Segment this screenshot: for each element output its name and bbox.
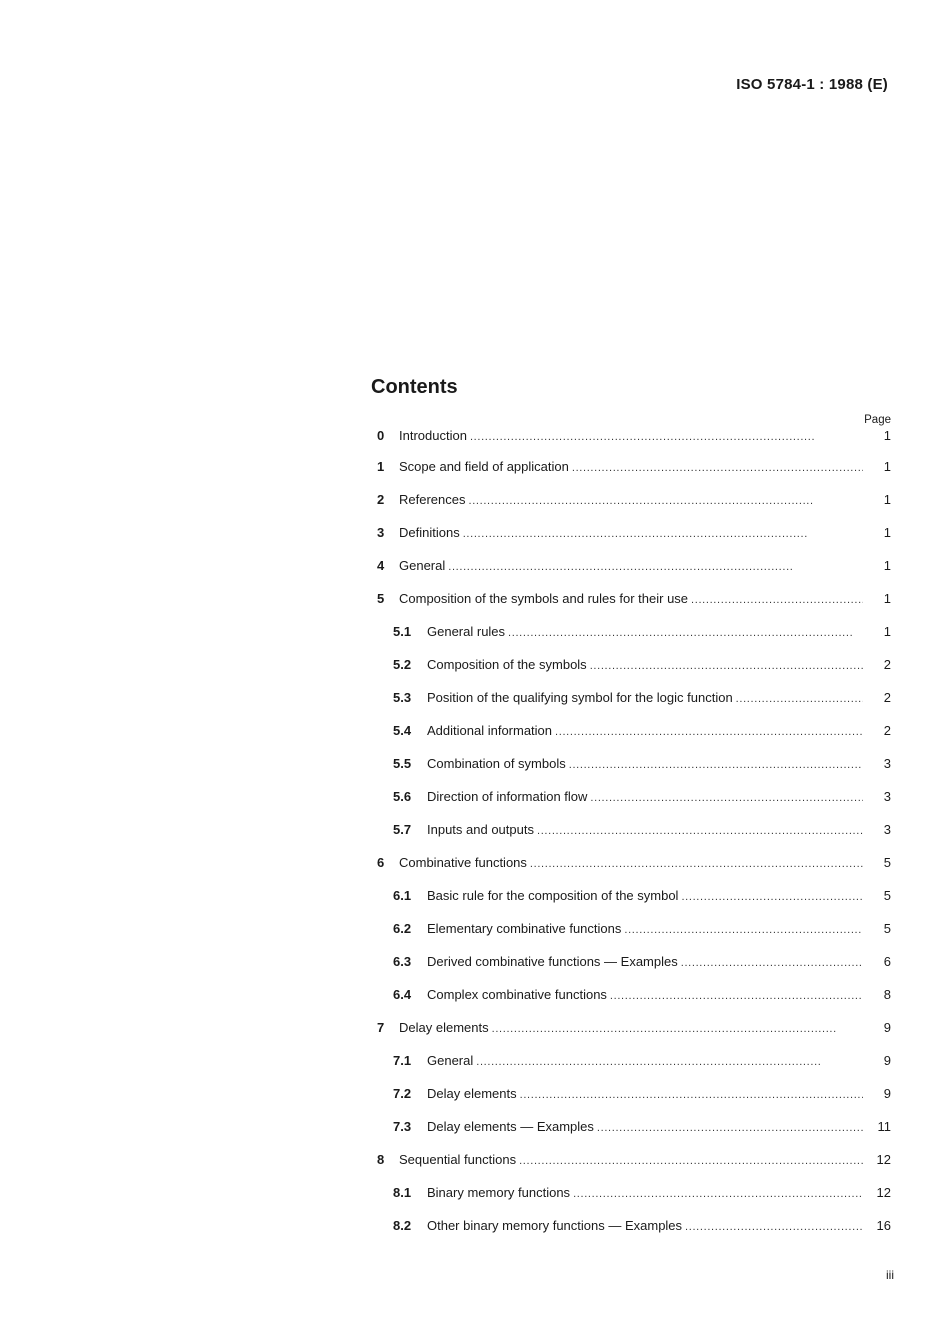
dot-leader (590, 790, 863, 806)
toc-entry-number: 8 (377, 1152, 385, 1167)
dot-leader (691, 592, 863, 608)
toc-entry-page: 1 (883, 558, 891, 573)
toc-entry[interactable] (371, 855, 895, 888)
dot-leader (476, 1054, 863, 1070)
toc-entry-number: 5.7 (393, 822, 412, 837)
toc-entry-page: 3 (883, 756, 891, 771)
toc-entry[interactable] (371, 657, 895, 690)
toc-entry-number: 5.1 (393, 624, 412, 639)
toc-entry[interactable] (371, 624, 895, 657)
toc-entry-title: Position of the qualifying symbol for the logic function (427, 690, 733, 705)
toc-entry-title: Delay elements (399, 1020, 489, 1035)
toc-entry[interactable] (371, 690, 895, 723)
toc-entry-page: 5 (883, 888, 891, 903)
toc-entry-page: 1 (883, 428, 891, 443)
toc-entry-number: 5.6 (393, 789, 412, 804)
dot-leader (463, 526, 863, 542)
dot-leader (681, 955, 863, 971)
toc-entry-number: 7.3 (393, 1119, 412, 1134)
dot-leader (624, 922, 863, 938)
toc-entry-page: 16 (876, 1218, 891, 1233)
dot-leader (610, 988, 863, 1004)
toc-entry[interactable] (371, 1053, 895, 1086)
toc-entry-number: 3 (377, 525, 385, 540)
toc-entry-page: 3 (883, 789, 891, 804)
toc-entry-number: 8.2 (393, 1218, 412, 1233)
toc-entry-title: General (427, 1053, 474, 1068)
toc-entry[interactable] (371, 888, 895, 921)
toc-entry-title: Other binary memory functions — Examples (427, 1218, 683, 1233)
dot-leader (685, 1219, 863, 1235)
toc-entry-page: 1 (883, 492, 891, 507)
dot-leader (508, 625, 863, 641)
toc-entry-page: 2 (883, 690, 891, 705)
dot-leader (590, 658, 863, 674)
toc-entry-number: 5.5 (393, 756, 412, 771)
dot-leader (736, 691, 863, 707)
toc-entry[interactable] (371, 459, 895, 492)
toc-entry[interactable] (371, 1086, 895, 1119)
toc-entry-number: 5.3 (393, 690, 412, 705)
toc-entry-number: 7 (377, 1020, 385, 1035)
toc-entry-page: 3 (883, 822, 891, 837)
dot-leader (681, 889, 863, 905)
toc-entry-title: References (399, 492, 466, 507)
toc-entry-title: Derived combinative functions — Examples (427, 954, 678, 969)
toc-entry-number: 0 (377, 428, 385, 443)
contents-heading: Contents (371, 376, 458, 398)
toc-entry-title: Direction of information flow (427, 789, 588, 804)
toc-entry-number: 4 (377, 558, 385, 573)
toc-entry-page: 9 (883, 1020, 891, 1035)
dot-leader (597, 1120, 863, 1136)
toc-entry[interactable] (371, 723, 895, 756)
toc-entry-number: 5 (377, 591, 385, 606)
toc-entry[interactable] (371, 428, 895, 459)
dot-leader (519, 1153, 863, 1169)
toc-entry-page: 9 (883, 1053, 891, 1068)
toc-entry-title: Combination of symbols (427, 756, 566, 771)
toc-entry[interactable] (371, 822, 895, 855)
toc-entry-page: 9 (883, 1086, 891, 1101)
toc-entry-page: 1 (883, 459, 891, 474)
toc-entry-page: 6 (883, 954, 891, 969)
toc-entry-title: Definitions (399, 525, 460, 540)
toc-entry-title: Delay elements — Examples (427, 1119, 594, 1134)
toc-entry[interactable] (371, 921, 895, 954)
toc-entry[interactable] (371, 1152, 895, 1185)
toc-entry-title: Elementary combinative functions (427, 921, 622, 936)
page-column-label: Page (864, 414, 891, 426)
toc-entry-title: Introduction (399, 428, 467, 443)
toc-entry-page: 1 (883, 624, 891, 639)
toc-entry-page: 12 (876, 1152, 891, 1167)
toc-entry-title: Composition of the symbols (427, 657, 587, 672)
toc-entry-title: Basic rule for the composition of the symbol (427, 888, 679, 903)
toc-entry[interactable] (371, 789, 895, 822)
dot-leader (530, 856, 863, 872)
toc-entry-title: Delay elements (427, 1086, 517, 1101)
dot-leader (572, 460, 863, 476)
dot-leader (569, 757, 863, 773)
dot-leader (555, 724, 863, 740)
toc-entry-page: 5 (883, 855, 891, 870)
toc-entry[interactable] (371, 525, 895, 558)
toc-entry-number: 2 (377, 492, 385, 507)
toc-entry-title: Sequential functions (399, 1152, 517, 1167)
toc-entry[interactable] (371, 492, 895, 525)
toc-entry-page: 11 (877, 1119, 891, 1134)
dot-leader (492, 1021, 863, 1037)
toc-entry-title: Combinative functions (399, 855, 527, 870)
toc-entry-page: 2 (883, 723, 891, 738)
toc-entry-number: 8.1 (393, 1185, 412, 1200)
toc-entry-page: 12 (876, 1185, 891, 1200)
toc-entry[interactable] (371, 558, 895, 591)
toc-entry-title: Scope and field of application (399, 459, 569, 474)
toc-entry-number: 6.4 (393, 987, 412, 1002)
toc-entry[interactable] (371, 591, 895, 624)
toc-entry-number: 6.1 (393, 888, 412, 903)
toc-entry-page: 2 (883, 657, 891, 672)
toc-entry[interactable] (371, 1185, 895, 1218)
table-of-contents (371, 372, 895, 1251)
dot-leader (537, 823, 863, 839)
document-id: ISO 5784-1 : 1988 (E) (736, 76, 888, 93)
toc-entry-title: General (399, 558, 446, 573)
dot-leader (470, 429, 863, 445)
toc-entry-number: 1 (377, 459, 385, 474)
toc-entry[interactable] (371, 1119, 895, 1152)
toc-entry-page: 5 (883, 921, 891, 936)
toc-entry-number: 5.4 (393, 723, 412, 738)
toc-entry-title: Composition of the symbols and rules for their use (399, 591, 689, 606)
toc-entry[interactable] (371, 954, 895, 987)
toc-entry[interactable] (371, 1218, 895, 1251)
dot-leader (573, 1186, 863, 1202)
toc-entry-page: 8 (883, 987, 891, 1002)
toc-entry-page: 1 (883, 591, 891, 606)
toc-entry-title: General rules (427, 624, 506, 639)
toc-entry-number: 7.2 (393, 1086, 412, 1101)
toc-entry-number: 6.3 (393, 954, 412, 969)
dot-leader (448, 559, 863, 575)
toc-entry-title: Complex combinative functions (427, 987, 607, 1002)
toc-entry[interactable] (371, 987, 895, 1020)
dot-leader (468, 493, 863, 509)
toc-entry-number: 5.2 (393, 657, 412, 672)
toc-entry[interactable] (371, 1020, 895, 1053)
toc-list (371, 428, 895, 1251)
dot-leader (520, 1087, 863, 1103)
toc-entry-number: 7.1 (393, 1053, 412, 1068)
toc-entry-title: Inputs and outputs (427, 822, 534, 837)
toc-entry-number: 6 (377, 855, 385, 870)
toc-entry-page: 1 (883, 525, 891, 540)
page-number: iii (886, 1268, 894, 1282)
toc-entry-title: Additional information (427, 723, 553, 738)
toc-entry[interactable] (371, 756, 895, 789)
toc-entry-number: 6.2 (393, 921, 412, 936)
toc-entry-title: Binary memory functions (427, 1185, 571, 1200)
